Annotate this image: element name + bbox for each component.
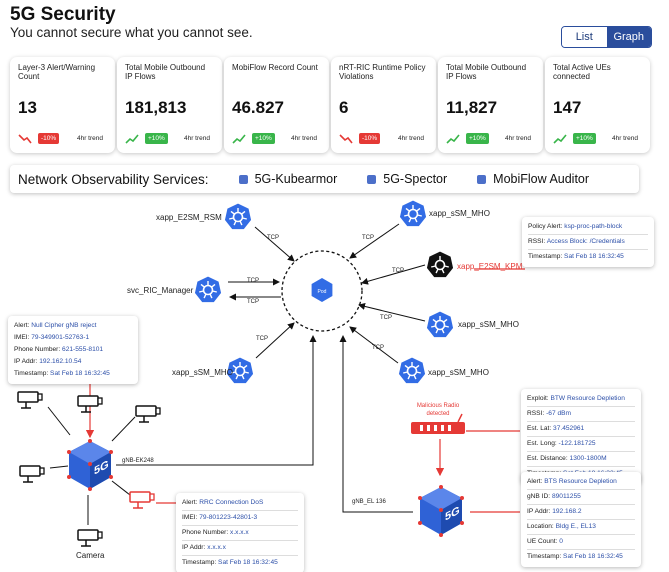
metric-label: Total Mobile Outbound IP Flows: [446, 63, 527, 81]
node-label-sm-mho-left: xapp_sSM_MHO: [172, 368, 233, 377]
bts-alert-card[interactable]: Alert: BTS Resource Depletion gNB ID: 89011255 IP Addr: 192.168.2 Location: Bldg E., EL13 UE Count: 0 Timestamp: Sat Feb 18 16:32:45: [521, 472, 641, 567]
metric-label: Total Mobile Outbound IP Flows: [125, 63, 206, 81]
kube-node-icon[interactable]: [224, 203, 251, 230]
service-square-icon: [477, 175, 486, 184]
camera-icon[interactable]: [136, 406, 160, 422]
trend-badge: +10%: [573, 133, 596, 144]
trend-up-icon: [232, 134, 246, 144]
trend-label: 4hr trend: [290, 135, 317, 142]
node-label-ric-manager: svc_RIC_Manager: [127, 286, 194, 295]
service-mobiflow-auditor[interactable]: MobiFlow Auditor: [477, 172, 589, 186]
edge-label-tcp: TCP: [256, 336, 268, 342]
edge-gnb-ek248: [116, 336, 313, 465]
exploit-alert-card[interactable]: Exploit: BTW Resource Depletion RSSI: -67 dBm Est. Lat: 37.452961 Est. Long: -122.181725 Est. Distance: 1300-1800M: [521, 389, 641, 484]
trend-up-icon: [446, 134, 460, 144]
trend-badge: -10%: [359, 133, 380, 144]
edge-label-tcp: TCP: [372, 345, 384, 351]
metric-label: MobiFlow Record Count: [232, 63, 318, 72]
service-5g-kubearmor[interactable]: 5G-Kubearmor: [239, 172, 338, 186]
node-label-sm-mho-right: xapp_sSM_MHO: [458, 320, 519, 329]
page-subtitle: You cannot secure what you cannot see.: [10, 25, 253, 40]
trend-badge: +10%: [252, 133, 275, 144]
edge-camera: [50, 466, 68, 468]
services-label: Network Observability Services:: [18, 171, 209, 187]
pod-icon[interactable]: [312, 278, 333, 302]
metric-card[interactable]: [545, 57, 650, 153]
services-bar: [10, 165, 639, 193]
edge-sm-mho-top: [350, 224, 399, 258]
list-view-button[interactable]: List: [562, 27, 607, 47]
metric-label: Layer-3 Alert/Warning Count: [18, 63, 96, 81]
metric-card[interactable]: [10, 57, 115, 153]
trend-down-icon: [18, 134, 32, 144]
trend-up-icon: [125, 134, 139, 144]
graph-view-button[interactable]: Graph: [607, 27, 652, 47]
trend-label: 4hr trend: [504, 135, 531, 142]
camera-icon[interactable]: [20, 466, 44, 482]
camera-icon[interactable]: [18, 392, 42, 408]
view-toggle: [561, 26, 652, 48]
metric-value: 46.827: [232, 98, 284, 117]
metric-label: Total Active UEs connected: [553, 63, 611, 81]
edge-camera: [112, 417, 135, 441]
trend-badge: +10%: [145, 133, 168, 144]
edge-label-gnb-el136: gNB_EL 136: [352, 499, 386, 505]
metric-value: 181,813: [125, 98, 187, 117]
kube-node-icon[interactable]: [426, 311, 453, 338]
edge-e2sm-rsm: [255, 227, 294, 261]
trend-down-icon: [339, 134, 353, 144]
service-square-icon: [367, 175, 376, 184]
service-square-icon: [239, 175, 248, 184]
node-label-e2sm-rsm: xapp_E2SM_RSM: [156, 213, 222, 222]
trend-label: 4hr trend: [183, 135, 210, 142]
metric-card[interactable]: [224, 57, 329, 153]
edge-label-tcp: TCP: [267, 235, 279, 241]
gnb-cube-icon[interactable]: [67, 439, 113, 491]
node-label-sm-mho-bottom: xapp_sSM_MHO: [428, 368, 489, 377]
svg-text:5G: 5G: [445, 503, 460, 524]
edge-camera: [48, 407, 70, 435]
metric-card[interactable]: [331, 57, 436, 153]
trend-label: 4hr trend: [397, 135, 424, 142]
metric-value: 13: [18, 98, 37, 117]
malicious-radio-label: Malicious Radio detected: [416, 403, 460, 417]
node-label-e2sm-kpm: xapp_E2SM_KPM: [457, 262, 523, 271]
trend-up-icon: [553, 134, 567, 144]
kube-node-icon[interactable]: [194, 276, 221, 303]
kube-node-icon[interactable]: [398, 357, 425, 384]
cipher-alert-card[interactable]: Alert: Null Cipher gNB reject IMEI: 79-349901-52763-1 Phone Number: 621-555-8101 IP Addr: 192.162.10.54 Timestamp: Sat Feb 18 16:32:45: [8, 316, 138, 384]
metric-label: nRT-RIC Runtime Policy Violations: [339, 63, 426, 81]
policy-alert-card[interactable]: Policy Alert: ksp-proc-path-block RSSI: Access Block: /Credentials Timestamp: Sat Feb 18 16:32:45: [522, 217, 654, 267]
rrc-alert-card[interactable]: Alert: RRC Connection DoS IMEI: 79-801223-42801-3 Phone Number: x.x.x.x IP Addr: x.x.x.x Timestamp: Sat Feb 18 16:32:45: [176, 493, 304, 572]
svg-text:Pod: Pod: [317, 289, 327, 295]
edge-sm-mho-right: [359, 305, 425, 321]
metric-card[interactable]: [117, 57, 222, 153]
metric-card[interactable]: [438, 57, 543, 153]
edge-label-tcp: TCP: [392, 268, 404, 274]
metric-value: 11,827: [446, 98, 498, 117]
edge-label-tcp: TCP: [247, 299, 259, 305]
metric-value: 6: [339, 98, 349, 117]
edge-label-tcp: TCP: [362, 235, 374, 241]
metric-value: 147: [553, 98, 582, 117]
camera-icon[interactable]: [78, 530, 102, 546]
gnb-cube-icon[interactable]: [418, 485, 464, 537]
edge-label-tcp: TCP: [380, 315, 392, 321]
edge-camera: [112, 481, 130, 495]
page-title: 5G Security: [10, 4, 116, 25]
svg-text:5G: 5G: [94, 457, 109, 478]
trend-label: 4hr trend: [76, 135, 103, 142]
trend-label: 4hr trend: [611, 135, 638, 142]
edge-label-tcp: TCP: [247, 278, 259, 284]
node-label-sm-mho-top: xapp_sSM_MHO: [429, 209, 490, 218]
kube-node-icon[interactable]: [399, 200, 426, 227]
camera-label: Camera: [76, 551, 105, 560]
trend-badge: -10%: [38, 133, 59, 144]
kube-node-compromised-icon[interactable]: [426, 251, 453, 278]
service-5g-spector[interactable]: 5G-Spector: [367, 172, 447, 186]
edge-label-gnb-ek248: gNB-EK248: [122, 458, 154, 464]
trend-badge: +10%: [466, 133, 489, 144]
compromised-camera-icon[interactable]: [130, 492, 154, 508]
